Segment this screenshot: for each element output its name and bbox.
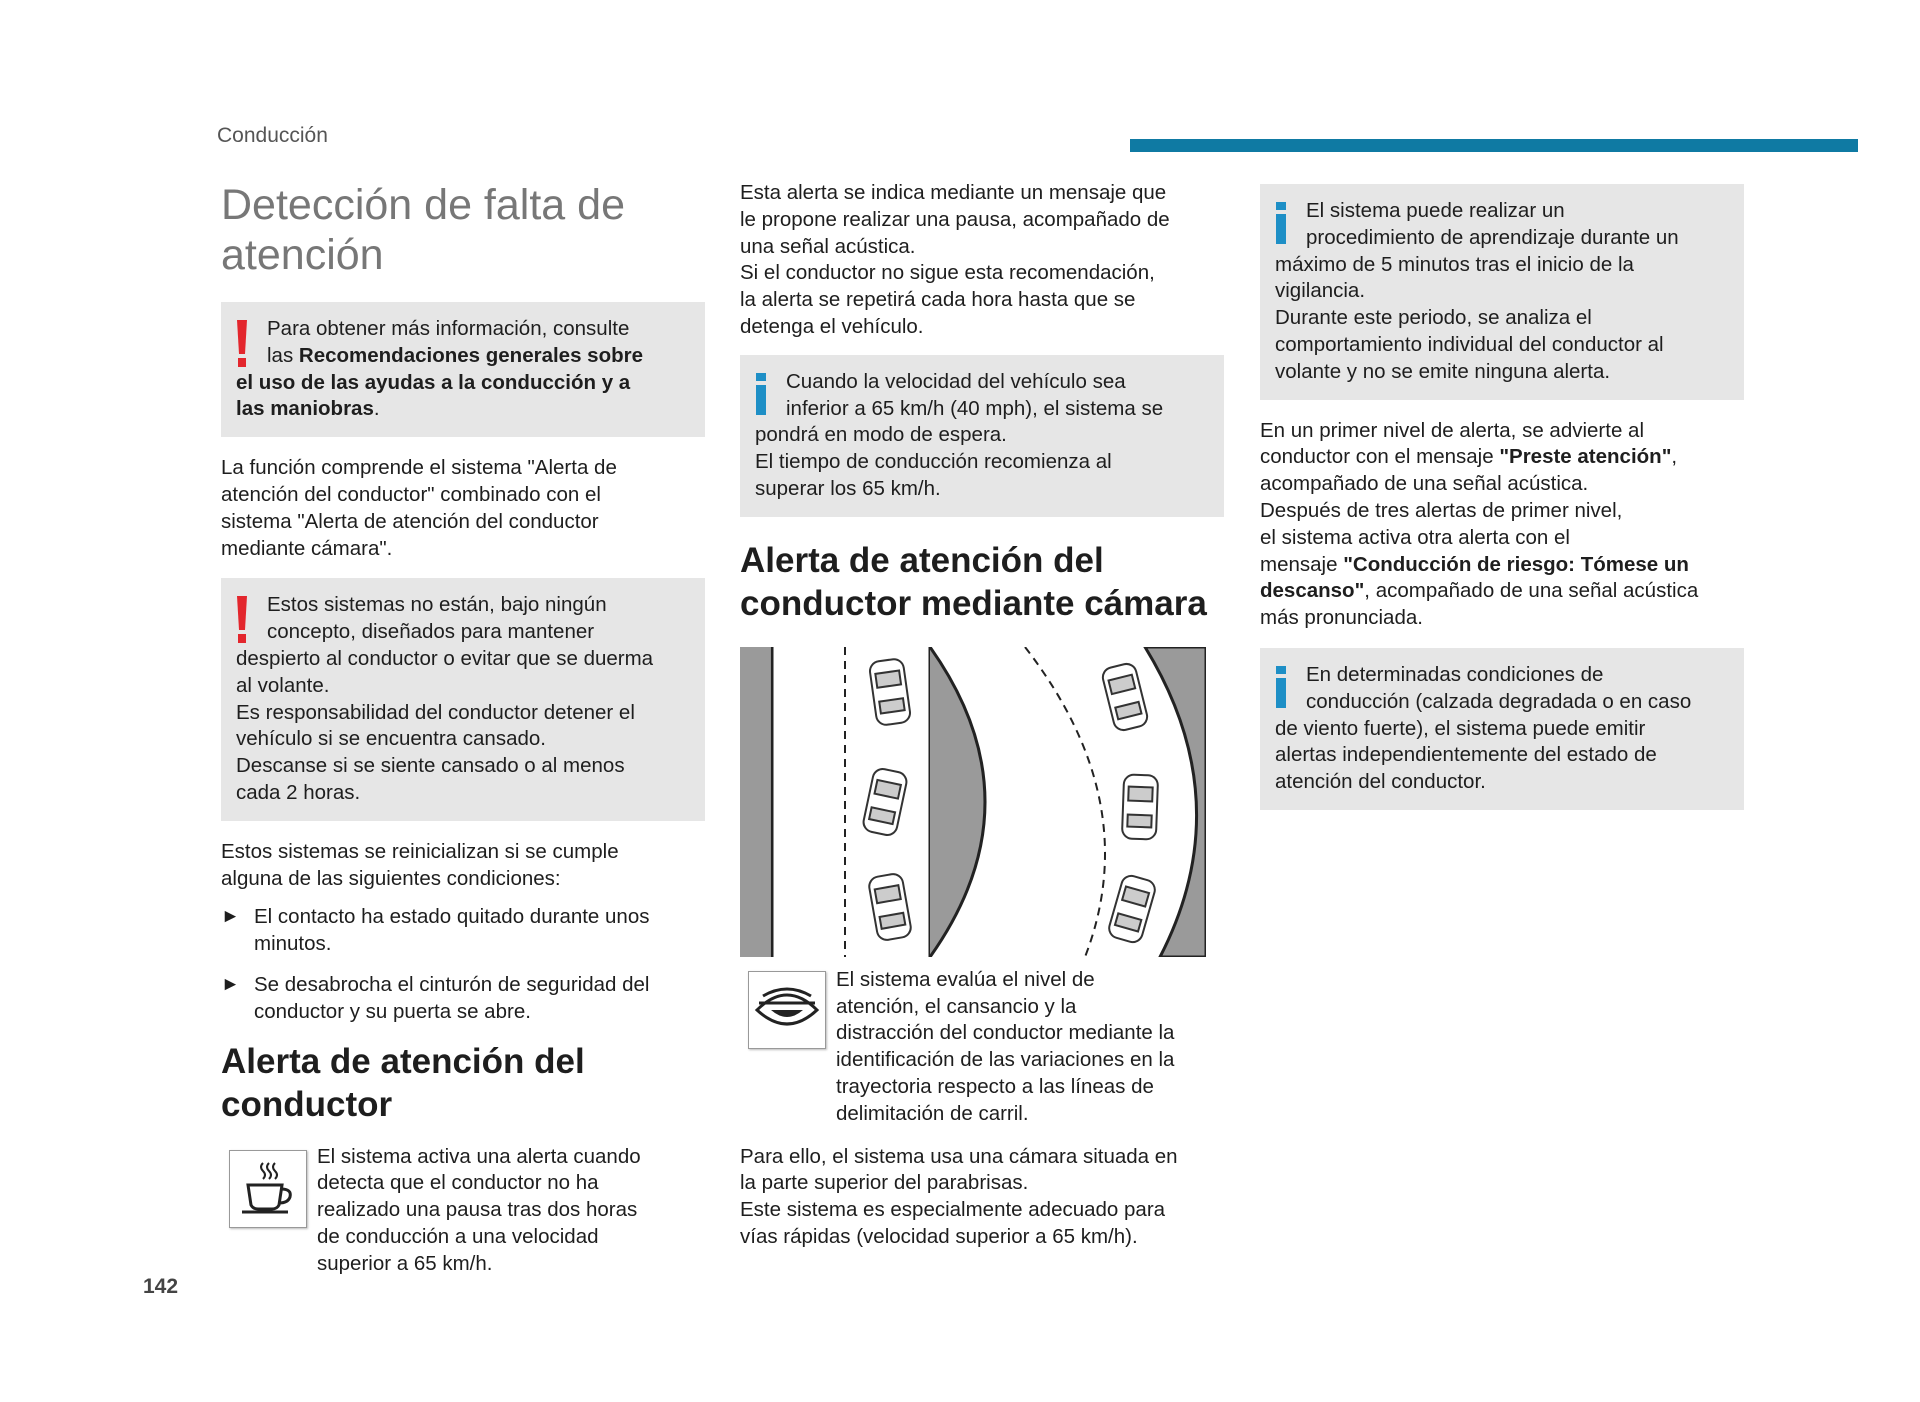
alert-levels-paragraph: En un primer nivel de alerta, se advierte al conductor con el mensaje "Preste atención", acompañado de una señal acústica. Después de tres alertas de primer nivel, el sistema activa otra alerta con el mensaje "Conducción de riesgo: Tómese un descanso", acompañado de una señal acústica más pronunciada. bbox=[1260, 418, 1699, 630]
warning-note-1 bbox=[221, 302, 705, 437]
warning-2-line: al volante. bbox=[236, 673, 330, 697]
warning-1-line: el uso de las ayudas a la conducción y a bbox=[236, 370, 631, 394]
reset-intro: Estos sistemas se reinicializan si se cumple alguna de las siguientes condiciones: bbox=[221, 839, 619, 890]
section-heading: Alerta de atención del conductor bbox=[221, 1041, 585, 1124]
warning-2-line: Estos sistemas no están, bajo ningún bbox=[267, 593, 607, 617]
column-1 bbox=[221, 180, 705, 1294]
warning-2-line: cada 2 horas. bbox=[236, 780, 361, 804]
camera-paragraph: Para ello, el sistema usa una cámara situada en la parte superior del parabrisas. Este sistema es especialmente adecuado para vías rápidas (velocidad superior a 65 km/h). bbox=[740, 1144, 1178, 1248]
triangle-bullet-icon: ► bbox=[221, 906, 240, 928]
exclamation-icon bbox=[235, 320, 249, 368]
warning-note-2 bbox=[221, 578, 705, 820]
page-title: Detección de falta de atención bbox=[221, 181, 625, 279]
list-item: ► El contacto ha estado quitado durante unos minutos. bbox=[221, 904, 705, 958]
drowsy-eye-icon bbox=[748, 971, 826, 1049]
page-number: 142 bbox=[143, 1275, 179, 1298]
triangle-bullet-icon: ► bbox=[221, 973, 240, 995]
info-icon bbox=[1274, 666, 1288, 708]
intro-paragraph: La función comprende el sistema "Alerta de atención del conductor" combinado con el sistema "Alerta de atención del conductor mediante cámara". bbox=[221, 456, 617, 560]
warning-1-line: Para obtener más información, consulte bbox=[267, 317, 630, 340]
warning-2-line: despierto al conductor o evitar que se duerma bbox=[236, 646, 654, 670]
info-note-learning: El sistema puede realizar un procedimiento de aprendizaje durante un máximo de 5 minutos tras el inicio de la vigilancia. Durante este periodo, se analiza el comportamiento individual del conductor al volante y no se emite ninguna alerta. bbox=[1260, 184, 1744, 400]
info-note-standby: Cuando la velocidad del vehículo sea inferior a 65 km/h (40 mph), el sistema se pondrá en modo de espera. El tiempo de conducción recomienza al superar los 65 km/h. bbox=[740, 355, 1224, 517]
warning-1-line: las Recomendaciones generales sobre bbox=[267, 343, 643, 367]
warning-2-line: concepto, diseñados para mantener bbox=[267, 620, 595, 644]
accent-bar bbox=[1130, 139, 1858, 152]
lane-drift-illustration bbox=[740, 647, 1206, 957]
warning-2-line: Descanse si se siente cansado o al menos bbox=[236, 754, 625, 778]
exclamation-icon bbox=[235, 596, 249, 644]
info-icon bbox=[754, 373, 768, 415]
eye-alert-row bbox=[740, 967, 1224, 1128]
column-2 bbox=[740, 180, 1224, 1267]
alert-paragraph: Esta alerta se indica mediante un mensaje que le propone realizar una pausa, acompañado de una señal acústica. Si el conductor no sigue esta recomendación, la alerta se repetirá cada hora hasta que se detenga el vehículo. bbox=[740, 181, 1170, 338]
coffee-alert-row bbox=[221, 1144, 705, 1278]
section-label: Conducción bbox=[217, 124, 328, 147]
info-note-conditions: En determinadas condiciones de conducción (calzada degradada o en caso de viento fuerte), el sistema puede emitir alertas independientemente del estado de atención del conductor. bbox=[1260, 648, 1744, 810]
coffee-alert-text: El sistema activa una alerta cuando detecta que el conductor no ha realizado una pausa tras dos horas de conducción a una velocidad superior a 65 km/h. bbox=[317, 1144, 641, 1275]
info-icon bbox=[1274, 202, 1288, 244]
eye-alert-text: El sistema evalúa el nivel de atención, el cansancio y la distracción del conductor mediante la identificación de las variaciones en la trayectoria respecto a las líneas de delimitación de carril. bbox=[836, 967, 1175, 1125]
warning-2-line: vehículo si se encuentra cansado. bbox=[236, 727, 546, 751]
warning-1-line: las maniobras. bbox=[236, 397, 380, 421]
coffee-cup-icon bbox=[229, 1150, 307, 1228]
warning-2-line: Es responsabilidad del conductor detener el bbox=[236, 700, 635, 724]
section-heading-camera: Alerta de atención del conductor mediante cámara bbox=[740, 540, 1207, 623]
list-item: ► Se desabrocha el cinturón de seguridad del conductor y su puerta se abre. bbox=[221, 972, 705, 1026]
column-3 bbox=[1260, 184, 1744, 828]
